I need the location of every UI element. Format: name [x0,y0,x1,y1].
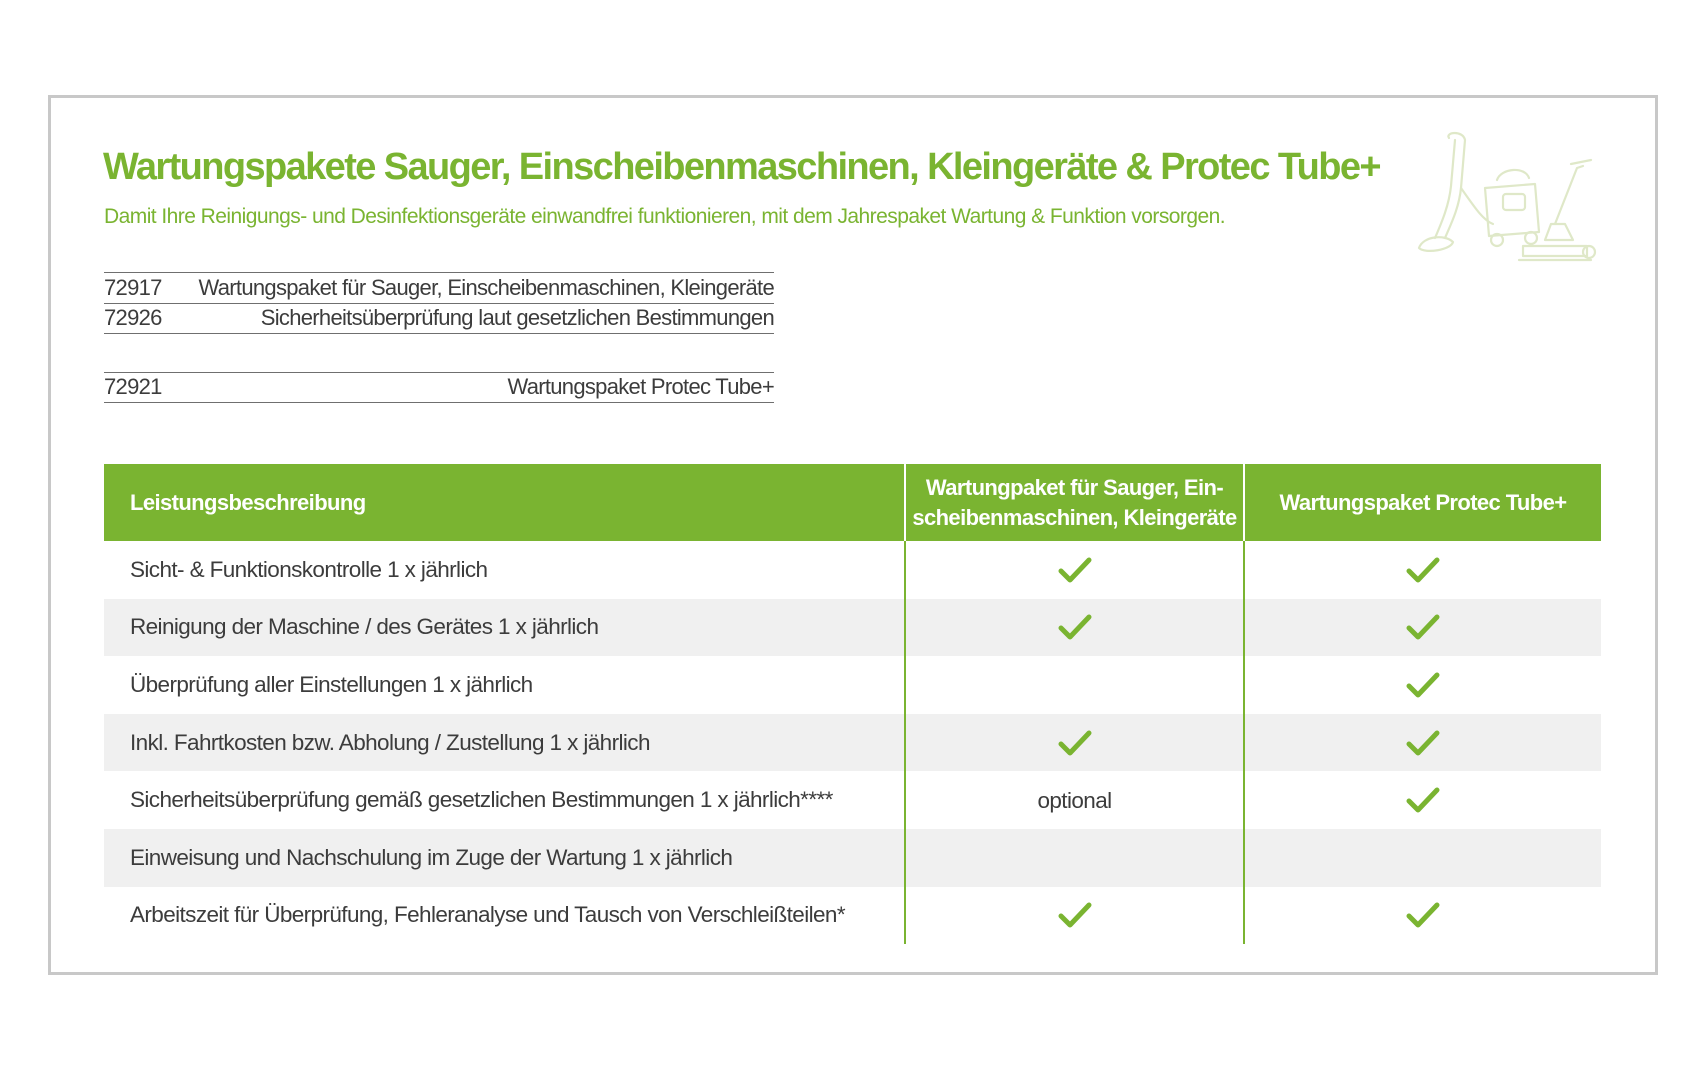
checkmark-icon [1406,785,1440,815]
cell-package-sauger [905,771,1244,829]
article-label: Wartungspaket Protec Tube+ [507,374,774,399]
cell-package-sauger [905,656,1244,714]
checkmark-icon [1406,612,1440,642]
page-subtitle: Damit Ihre Reinigungs- und Desinfektionsgeräte einwandfrei funktionieren, mit dem Jahrespaket Wartung & Funktion vorsorgen. [104,205,1226,228]
cell-package-sauger [905,541,1244,599]
cell-package-protec-tube [1244,829,1601,887]
cell-text: optional [1037,787,1112,813]
checkmark-icon [1058,900,1092,930]
header-package-sauger-line: Wartungpaket für Sauger, Ein- [925,474,1224,500]
cell-package-protec-tube [1244,599,1601,657]
article-number: 72921 [104,374,162,399]
table-row [104,656,1601,714]
article-row [104,303,774,334]
article-number-list [104,272,774,403]
checkmark-icon [1058,612,1092,642]
article-label: Sicherheitsüberprüfung laut gesetzlichen Bestimmungen [260,305,774,330]
checkmark-icon [1406,728,1440,758]
article-number: 72917 [104,275,162,300]
cell-package-protec-tube [1244,714,1601,772]
table-row [104,599,1601,657]
checkmark-icon [1406,555,1440,585]
service-label: Arbeitszeit für Überprüfung, Fehleranalyse und Tausch von Verschleißteilen* [130,902,846,928]
checkmark-icon [1406,900,1440,930]
article-row [104,272,774,303]
service-label: Überprüfung aller Einstellungen 1 x jährlich [130,671,533,697]
table-row [104,829,1601,887]
page-title: Wartungspakete Sauger, Einscheibenmaschinen, Kleingeräte & Protec Tube+ [103,146,1380,188]
article-number: 72926 [104,305,162,330]
cell-package-sauger [905,829,1244,887]
cell-package-sauger [905,599,1244,657]
table-row [104,714,1601,772]
header-service-description: Leistungsbeschreibung [104,464,905,541]
service-label: Sicherheitsüberprüfung gemäß gesetzlichen Bestimmungen 1 x jährlich**** [130,787,833,813]
table-row [104,541,1601,599]
table-row [104,771,1601,829]
cell-package-protec-tube [1244,771,1601,829]
cell-package-sauger [905,714,1244,772]
article-row [104,372,774,403]
service-comparison-table [104,464,1601,944]
table-header-row [104,464,1601,541]
article-spacer [104,334,774,372]
service-label: Reinigung der Maschine / des Gerätes 1 x jährlich [104,599,905,657]
header-package-sauger [905,464,1244,541]
header-package-sauger-line: scheibenmaschinen, Kleingeräte [912,504,1237,530]
table-body [104,541,1601,944]
cell-package-protec-tube [1244,656,1601,714]
checkmark-icon [1058,728,1092,758]
vacuum-cleaner-and-floor-machine-icon [1405,128,1600,283]
checkmark-icon [1058,555,1092,585]
article-label: Wartungspaket für Sauger, Einscheibenmaschinen, Kleingeräte [198,275,774,300]
header-package-protec-tube: Wartungspaket Protec Tube+ [1244,464,1601,541]
cell-package-protec-tube [1244,541,1601,599]
service-label: Inkl. Fahrtkosten bzw. Abholung / Zustellung 1 x jährlich [104,714,905,772]
service-label: Einweisung und Nachschulung im Zuge der Wartung 1 x jährlich [104,829,905,887]
cell-package-sauger [905,887,1244,945]
cell-package-protec-tube [1244,887,1601,945]
checkmark-icon [1406,670,1440,700]
service-label: Sicht- & Funktionskontrolle 1 x jährlich [130,556,488,582]
table-row [104,887,1601,945]
